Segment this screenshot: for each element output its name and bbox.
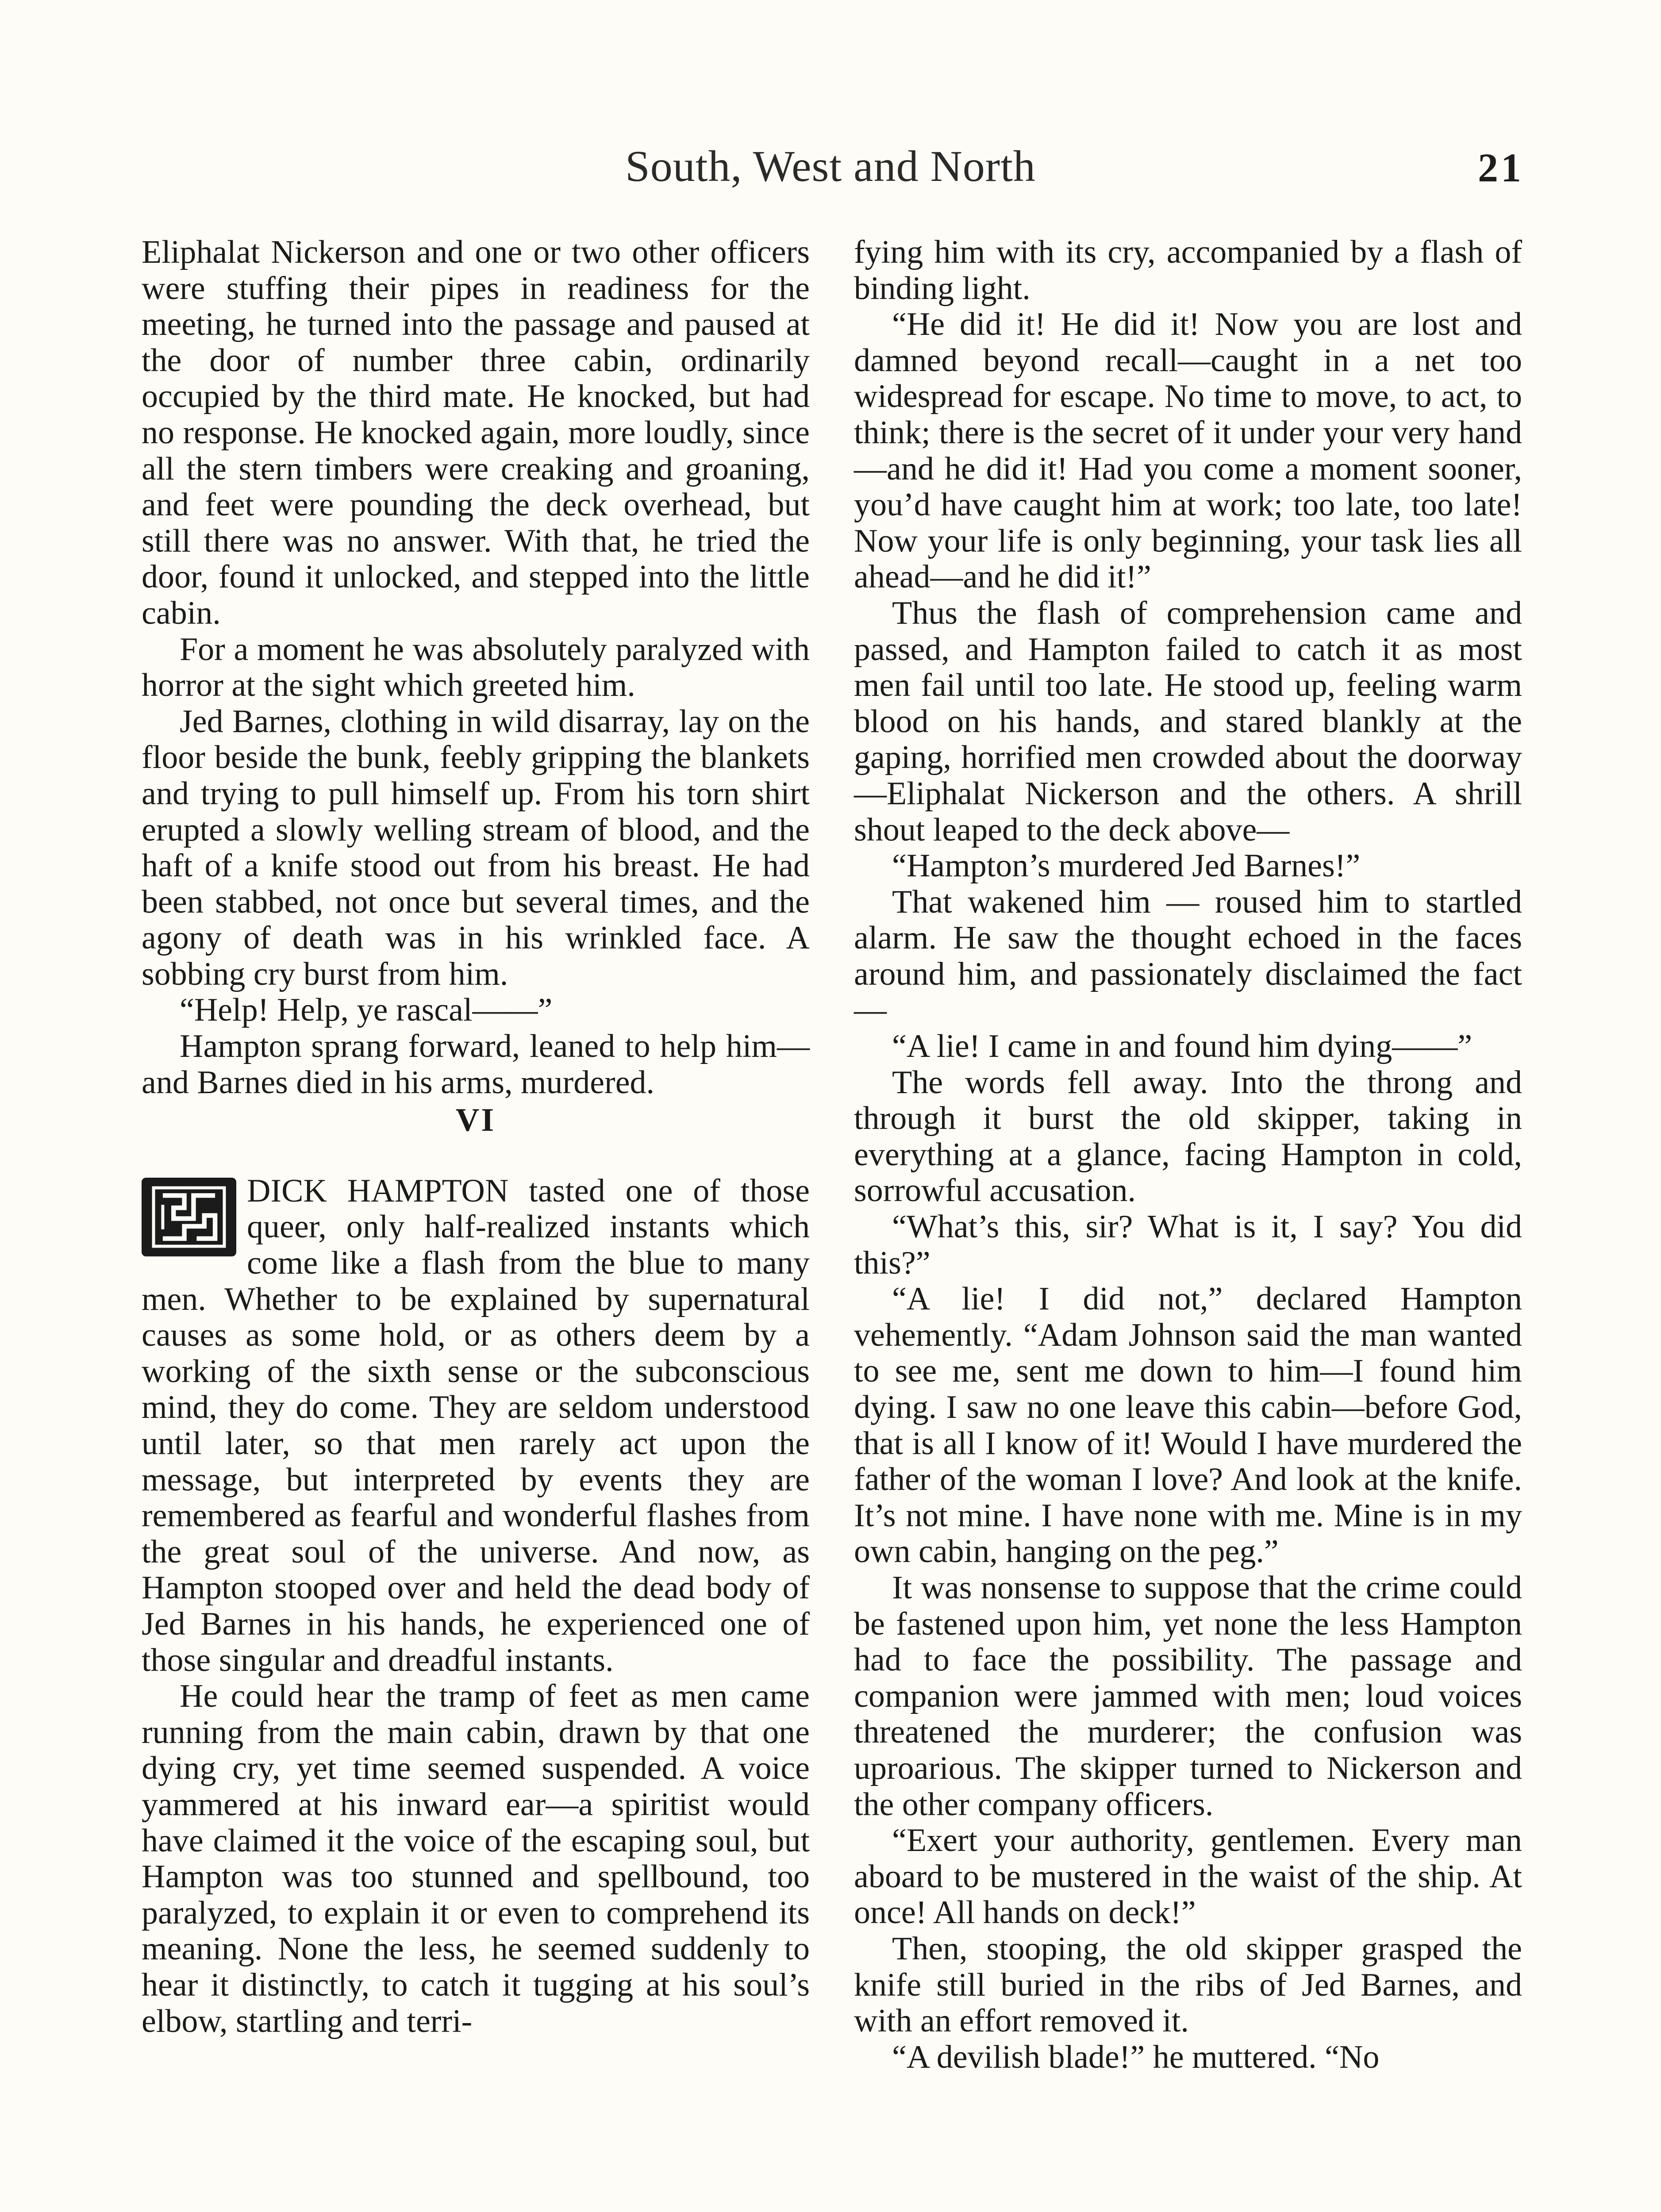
paragraph: Hampton sprang forward, leaned to help him—and Barnes died in his arms, murdered.	[142, 1028, 810, 1101]
paragraph: “A lie! I did not,” declared Hampton vehemently. “Adam Johnson said the man wanted to see me, sent me down to him—I found him dying. I saw no one leave this cabin—before God, that is all I know of it! Would I have murdered the father of the woman I love? And look at the knife. It’s not mine. I have none with me. Mine is in my own cabin, hanging on the peg.”	[854, 1281, 1522, 1570]
paragraph: For a moment he was absolutely paralyzed with horror at the sight which greeted him.	[142, 631, 810, 704]
paragraph: “Hampton’s murdered Jed Barnes!”	[892, 848, 1361, 884]
paragraph: “He did it! He did it! Now you are lost and damned beyond recall—caught in a net too widespread for escape. No time to move, to act, to think; there is the secret of it under your very hand—and he did it! Had you come a moment sooner, you’d have caught him at work; too late, too late! Now your life is only beginning, your task lies all ahead—and he did it!”	[854, 306, 1522, 595]
paragraph: The words fell away. Into the throng and through it burst the old skipper, taking in everything at a glance, facing Hampton in cold, sorrowful accusation.	[854, 1064, 1522, 1209]
paragraph: It was nonsense to suppose that the crime could be fastened upon him, yet none the less Hampton had to face the possibility. The passage and companion were jammed with men; loud voices threatened the murderer; the confusion was uproarious. The skipper turned to Nickerson and the other company officers.	[854, 1569, 1522, 1823]
left-column	[142, 234, 810, 2039]
section-heading: VI	[455, 1102, 496, 1139]
ornamental-initial-graphic	[149, 1185, 229, 1249]
page-title: South, West and North	[625, 142, 1036, 191]
ornamental-initial-icon	[142, 1178, 236, 1256]
paragraph: Then, stooping, the old skipper grasped the knife still buried in the ribs of Jed Barnes, and with an effort removed it.	[854, 1930, 1522, 2039]
paragraph: “A devilish blade!” he muttered. “No	[892, 2039, 1380, 2075]
paragraph: That wakened him — roused him to startled alarm. He saw the thought echoed in the faces around him, and passionately disclaimed the fact—	[854, 883, 1522, 1029]
page-number: 21	[1478, 145, 1524, 190]
paragraph: fying him with its cry, accompanied by a flash of binding light.	[854, 234, 1522, 307]
paragraph: “A lie! I came in and found him dying——”	[892, 1028, 1473, 1065]
paragraph: “Exert your authority, gentlemen. Every man aboard to be mustered in the waist of the ship. At once! All hands on deck!”	[854, 1822, 1522, 1931]
paragraph: Thus the flash of comprehension came and passed, and Hampton failed to catch it as most men fail until too late. He stood up, feeling warm blood on his hands, and stared blankly at the gaping, horrified men crowded about the doorway—Eliphalat Nickerson and the others. A shrill shout leaped to the deck above—	[854, 595, 1522, 848]
paragraph: He could hear the tramp of feet as men came running from the main cabin, drawn by that one dying cry, yet time seemed suspended. A voice yammered at his inward ear—a spiritist would have claimed it the voice of the escaping soul, but Hampton was too stunned and spellbound, too paralyzed, to explain it or even to comprehend its meaning. None the less, he seemed suddenly to hear it distinctly, to catch it tugging at his soul’s elbow, startling and terri-	[142, 1678, 810, 2039]
paragraph: “Help! Help, ye rascal——”	[180, 992, 553, 1029]
right-column	[854, 234, 1522, 2075]
paragraph: DICK HAMPTON tasted one of those queer, only half-realized instants which come like a flash from the blue to many men. Whether to be explained by supernatural causes as some hold, or as others deem by a working of the sixth sense or the subconscious mind, they do come. They are seldom understood until later, so that men rarely act upon the message, but interpreted by events they are remembered as fearful and wonderful flashes from the great soul of the universe. And now, as Hampton stooped over and held the dead body of Jed Barnes in his hands, he experienced one of those singular and dreadful instants.	[142, 1172, 810, 1678]
paragraph: “What’s this, sir? What is it, I say? You did this?”	[854, 1209, 1522, 1281]
running-header	[0, 141, 1661, 203]
paragraph: Eliphalat Nickerson and one or two other officers were stuffing their pipes in readiness for the meeting, he turned into the passage and paused at the door of number three cabin, ordinarily occupied by the third mate. He knocked, but had no response. He knocked again, more loudly, since all the stern timbers were creaking and groaning, and feet were pounding the deck overhead, but still there was no answer. With that, he tried the door, found it unlocked, and stepped into the little cabin.	[142, 234, 810, 631]
paragraph: Jed Barnes, clothing in wild disarray, lay on the floor beside the bunk, feebly gripping the blankets and trying to pull himself up. From his torn shirt erupted a slowly welling stream of blood, and the haft of a knife stood out from his breast. He had been stabbed, not once but several times, and the agony of death was in his wrinkled face. A sobbing cry burst from him.	[142, 703, 810, 992]
